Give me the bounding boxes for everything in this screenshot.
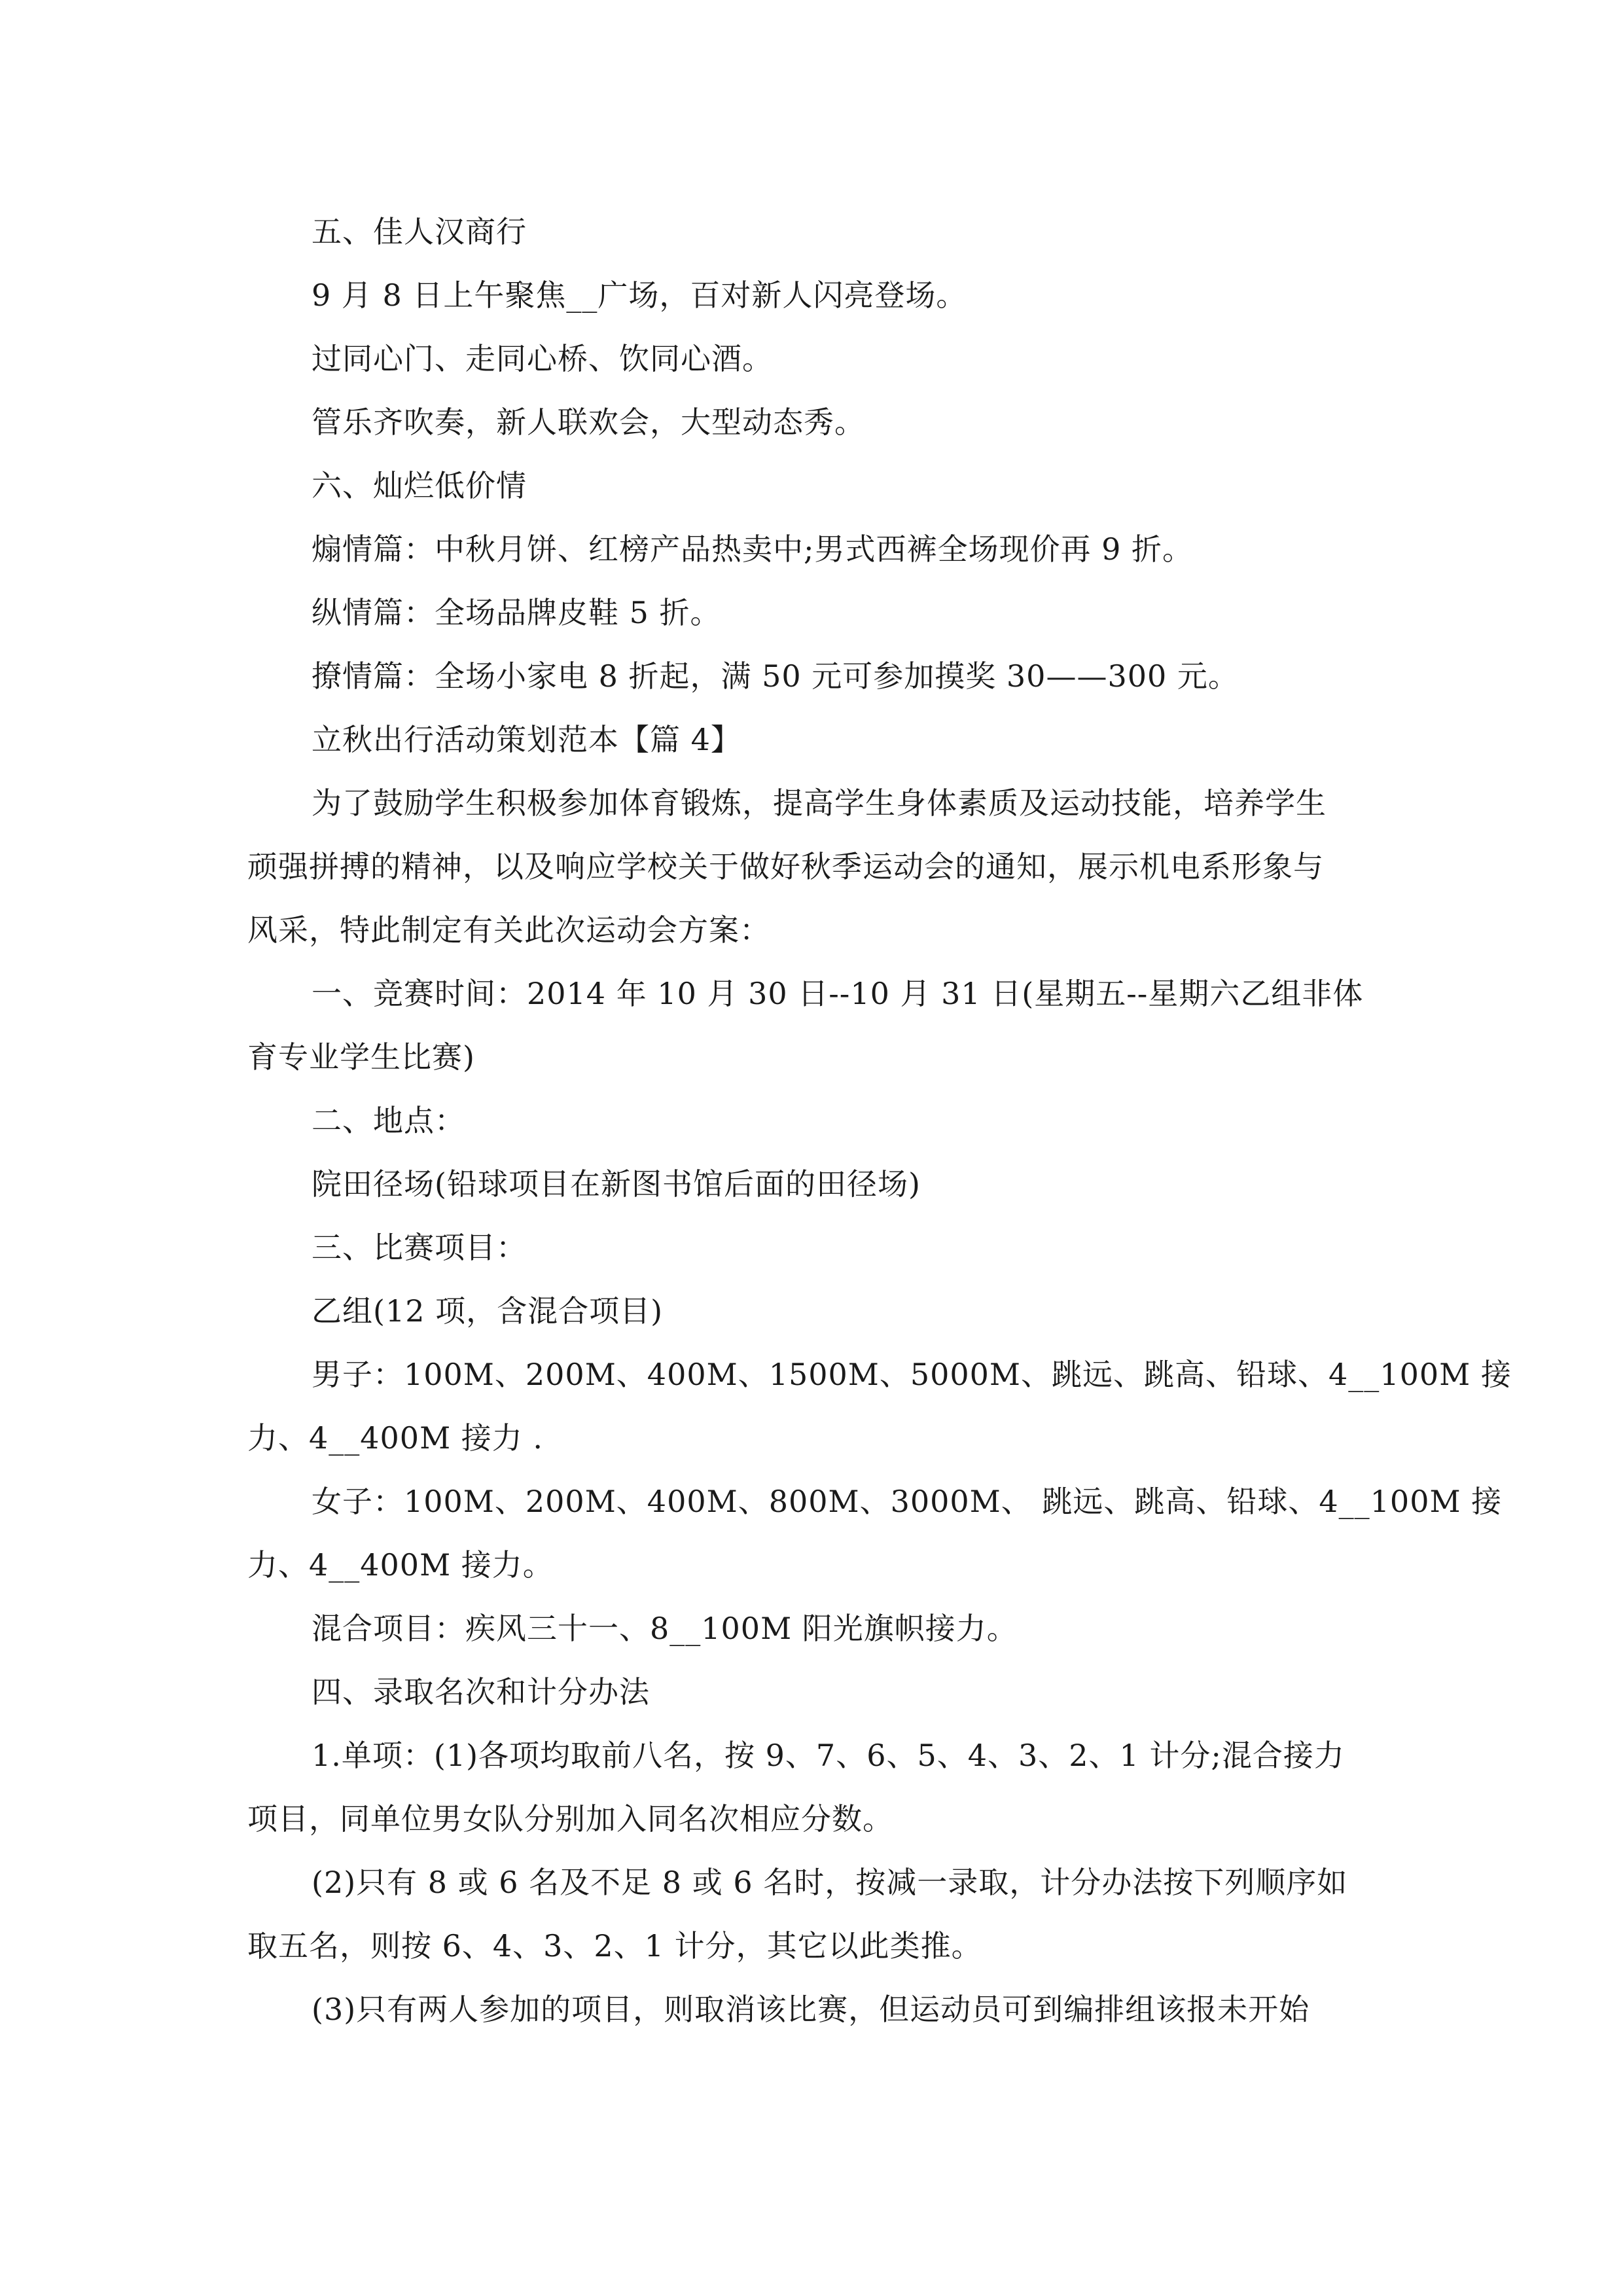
text-line: 五、佳人汉商行 [312, 214, 527, 249]
text-line: 二、地点： [312, 1103, 465, 1138]
text-line: 混合项目：疾风三十一、8__100M 阳光旗帜接力。 [312, 1611, 1018, 1646]
text-line: 院田径场(铅球项目在新图书馆后面的田径场) [312, 1166, 921, 1202]
text-line: 育专业学生比赛) [247, 1039, 475, 1075]
text-line: 煽情篇：中秋月饼、红榜产品热卖中;男式西裤全场现价再 9 折。 [312, 531, 1194, 567]
text-line: 1.单项：(1)各项均取前八名，按 9、7、6、5、4、3、2、1 计分;混合接力 [312, 1738, 1345, 1773]
text-line: 乙组(12 项，含混合项目) [312, 1293, 664, 1329]
text-line: 纵情篇：全场品牌皮鞋 5 折。 [312, 595, 721, 630]
text-line: 女子：100M、200M、400M、800M、3000M、 跳远、跳高、铅球、4__100M 接 [312, 1484, 1503, 1519]
text-line: 一、竞赛时间：2014 年 10 月 30 日--10 月 31 日(星期五--星期六乙组非体 [312, 976, 1364, 1011]
document-body [247, 200, 1512, 2041]
text-line: 六、灿烂低价情 [312, 468, 527, 503]
text-line: 过同心门、走同心桥、饮同心酒。 [312, 341, 773, 376]
text-line: 管乐齐吹奏，新人联欢会，大型动态秀。 [312, 404, 865, 440]
text-line: 男子：100M、200M、400M、1500M、5000M、跳远、跳高、铅球、4__100M 接 [312, 1357, 1512, 1392]
text-line: 顽强拼搏的精神，以及响应学校关于做好秋季运动会的通知，展示机电系形象与 [247, 849, 1324, 884]
text-line: (2)只有 8 或 6 名及不足 8 或 6 名时，按减一录取，计分办法按下列顺序如 [312, 1865, 1348, 1900]
text-line: 为了鼓励学生积极参加体育锻炼，提高学生身体素质及运动技能，培养学生 [312, 785, 1327, 821]
text-line: 取五名，则按 6、4、3、2、1 计分，其它以此类推。 [247, 1928, 982, 1964]
text-line: (3)只有两人参加的项目，则取消该比赛，但运动员可到编排组该报未开始 [312, 1992, 1310, 2027]
text-line: 项目，同单位男女队分别加入同名次相应分数。 [247, 1801, 893, 1837]
text-line: 撩情篇：全场小家电 8 折起，满 50 元可参加摸奖 30——300 元。 [312, 658, 1239, 694]
text-line: 力、4__400M 接力 . [247, 1420, 544, 1456]
text-line: 三、比赛项目： [312, 1230, 527, 1265]
text-line: 立秋出行活动策划范本【篇 4】 [312, 722, 741, 757]
text-line: 力、4__400M 接力。 [247, 1547, 554, 1583]
text-line: 风采，特此制定有关此次运动会方案： [247, 912, 770, 948]
text-line: 四、录取名次和计分办法 [312, 1674, 650, 1710]
text-line: 9 月 8 日上午聚焦__广场，百对新人闪亮登场。 [312, 278, 967, 313]
